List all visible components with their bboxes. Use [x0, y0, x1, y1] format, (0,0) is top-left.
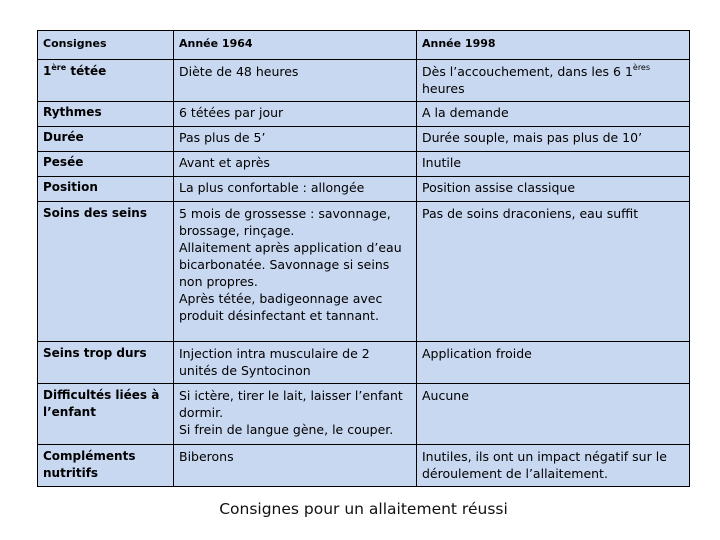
row-label: Seins trop durs: [38, 342, 174, 384]
cell-1964: 6 tétées par jour: [174, 102, 417, 127]
table-row: [38, 202, 690, 342]
row-label: Difficultés liées à l’enfant: [38, 384, 174, 445]
row-label: Soins des seins: [38, 202, 174, 342]
cell-1964: Pas plus de 5’: [174, 127, 417, 152]
table-row: [38, 127, 690, 152]
row-label: Compléments nutritifs: [38, 445, 174, 487]
cell-1998: Pas de soins draconiens, eau suffit: [417, 202, 690, 342]
table-row: [38, 60, 690, 102]
table-row: [38, 342, 690, 384]
table-row: [38, 177, 690, 202]
cell-1964: Si ictère, tirer le lait, laisser l’enfant dormir. Si frein de langue gène, le couper.: [174, 384, 417, 445]
ordinal-suffix: ères: [632, 63, 651, 72]
row-label: Durée: [38, 127, 174, 152]
header-1964: Année 1964: [174, 31, 417, 60]
cell-1998: A la demande: [417, 102, 690, 127]
caption-text: Consignes pour un allaitement réussi: [219, 500, 508, 518]
cell-1998: Position assise classique: [417, 177, 690, 202]
comparison-table: [37, 30, 690, 487]
cell-1964: Injection intra musculaire de 2 unités de Syntocinon: [174, 342, 417, 384]
cell-1964: Biberons: [174, 445, 417, 487]
cell-1998: Aucune: [417, 384, 690, 445]
table-row: [38, 102, 690, 127]
cell-1964: Avant et après: [174, 152, 417, 177]
cell-1998: Inutile: [417, 152, 690, 177]
table-header-row: [38, 31, 690, 60]
caption: [0, 500, 720, 518]
cell-1964: 5 mois de grossesse : savonnage, brossage, rinçage. Allaitement après application d’eau bicarbonatée. Savonnage si seins non propres. Après tétée, badigeonnage avec produit désinfectant et tannant.: [174, 202, 417, 342]
row-label: Rythmes: [38, 102, 174, 127]
cell-1998: Application froide: [417, 342, 690, 384]
cell-1964: La plus confortable : allongée: [174, 177, 417, 202]
table-row: [38, 152, 690, 177]
header-1998: Année 1998: [417, 31, 690, 60]
row-label: 1ère tétée: [38, 60, 174, 102]
row-label: Pesée: [38, 152, 174, 177]
cell-1964: Diète de 48 heures: [174, 60, 417, 102]
header-consignes: Consignes: [38, 31, 174, 60]
row-label: Position: [38, 177, 174, 202]
table-row: [38, 384, 690, 445]
cell-1998: Inutiles, ils ont un impact négatif sur le déroulement de l’allaitement.: [417, 445, 690, 487]
cell-1998: Dès l’accouchement, dans les 6 1ères heures: [417, 60, 690, 102]
cell-1998: Durée souple, mais pas plus de 10’: [417, 127, 690, 152]
table-row: [38, 445, 690, 487]
ordinal-suffix: ère: [51, 63, 67, 72]
